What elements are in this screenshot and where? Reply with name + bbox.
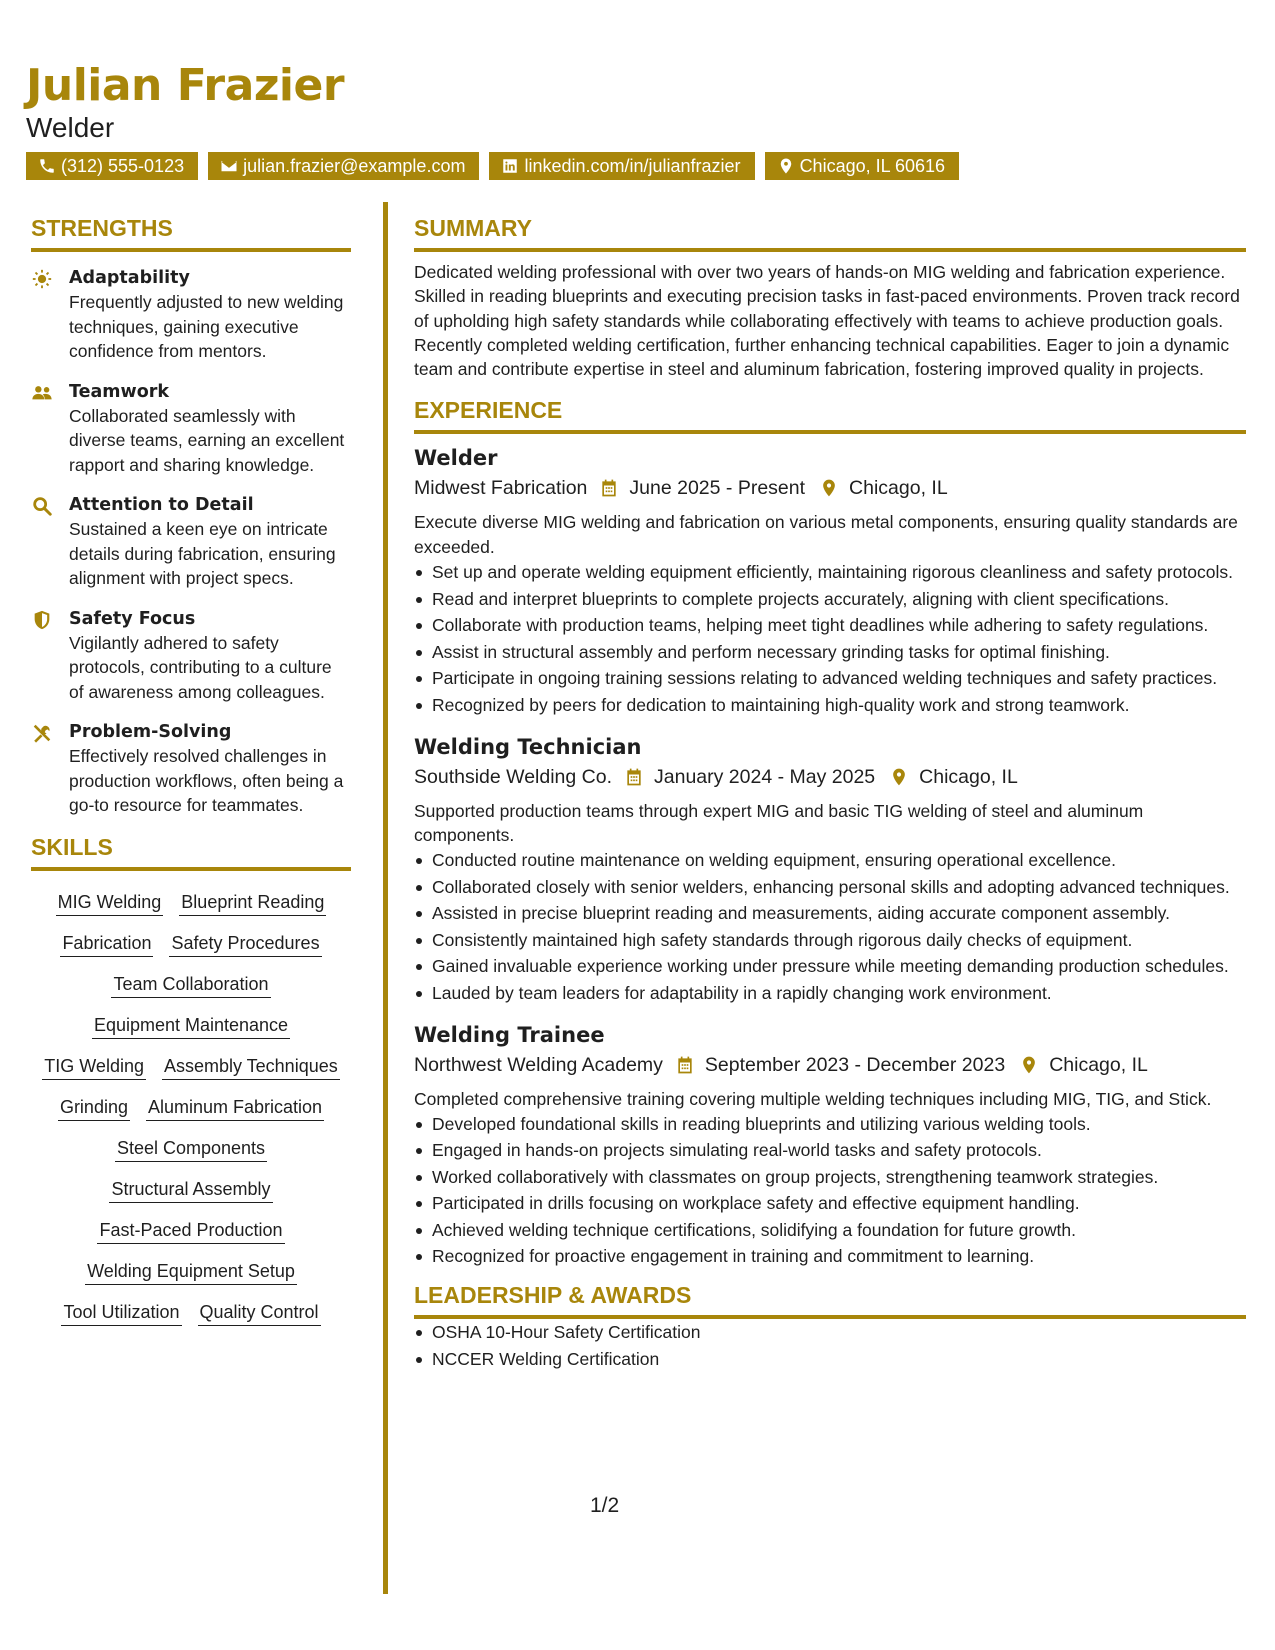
job-meta bbox=[414, 474, 1246, 502]
strengths-list bbox=[31, 266, 351, 818]
strength-desc: Sustained a keen eye on intricate details during fabrication, ensuring alignment with project specs. bbox=[69, 519, 336, 588]
skill-row bbox=[85, 1258, 297, 1285]
map-pin-icon bbox=[777, 157, 795, 175]
skill-row bbox=[42, 1053, 339, 1080]
skills-list bbox=[31, 889, 351, 1326]
strengths-heading: STRENGTHS bbox=[31, 215, 351, 252]
skill-row bbox=[115, 1135, 267, 1162]
map-pin-icon bbox=[819, 478, 839, 498]
skill-tag: Structural Assembly bbox=[109, 1176, 272, 1203]
list-item: Developed foundational skills in reading blueprints and utilizing various welding tools. bbox=[414, 1112, 1246, 1136]
left-column bbox=[31, 215, 351, 1326]
tools-icon bbox=[31, 722, 53, 744]
job-dates: June 2025 - Present bbox=[629, 477, 806, 500]
skill-tag: Safety Procedures bbox=[169, 930, 321, 957]
strength-title: Adaptability bbox=[69, 268, 190, 288]
skill-row bbox=[56, 889, 327, 916]
job-location: Chicago, IL bbox=[919, 765, 1018, 788]
candidate-name: Julian Frazier bbox=[26, 60, 345, 111]
contact-email[interactable] bbox=[208, 152, 479, 180]
skill-row bbox=[92, 1012, 290, 1039]
column-divider bbox=[383, 202, 388, 1594]
job-meta bbox=[414, 763, 1246, 791]
contact-bar bbox=[26, 152, 959, 180]
candidate-role: Welder bbox=[26, 112, 115, 143]
list-item: Participate in ongoing training sessions relating to advanced welding techniques and safety practices. bbox=[414, 666, 1246, 690]
job-company: Southside Welding Co. bbox=[414, 765, 613, 788]
list-item: Conducted routine maintenance on welding equipment, ensuring operational excellence. bbox=[414, 848, 1246, 872]
job-dates: January 2024 - May 2025 bbox=[654, 765, 876, 788]
skill-row bbox=[58, 1094, 324, 1121]
list-item: Gained invaluable experience working under pressure while meeting demanding production schedules. bbox=[414, 954, 1246, 978]
skill-tag: Grinding bbox=[58, 1094, 130, 1121]
skills-heading: SKILLS bbox=[31, 834, 351, 871]
calendar-icon bbox=[624, 767, 644, 787]
skill-tag: Equipment Maintenance bbox=[92, 1012, 290, 1039]
linkedin-icon bbox=[501, 157, 519, 175]
list-item: Participated in drills focusing on workplace safety and effective equipment handling. bbox=[414, 1191, 1246, 1215]
map-pin-icon bbox=[889, 767, 909, 787]
job-title: Welding Trainee bbox=[414, 1022, 605, 1047]
job-entry bbox=[414, 733, 1246, 1005]
skill-tag: TIG Welding bbox=[42, 1053, 146, 1080]
job-description: Execute diverse MIG welding and fabrication on various metal components, ensuring quality standards are exceeded. bbox=[414, 512, 1238, 557]
users-icon bbox=[31, 382, 53, 404]
list-item: Collaborate with production teams, helping meet tight deadlines while adhering to safety regulations. bbox=[414, 613, 1246, 637]
skill-tag: Welding Equipment Setup bbox=[85, 1258, 297, 1285]
contact-linkedin[interactable] bbox=[489, 152, 754, 180]
strength-title: Attention to Detail bbox=[69, 495, 254, 515]
job-dates: September 2023 - December 2023 bbox=[704, 1053, 1006, 1076]
strength-item bbox=[31, 380, 351, 478]
strength-desc: Effectively resolved challenges in production workflows, often being a go-to resource for teammates. bbox=[69, 746, 344, 815]
list-item: Worked collaboratively with classmates on group projects, strengthening teamwork strategies. bbox=[414, 1165, 1246, 1189]
strength-desc: Collaborated seamlessly with diverse teams, earning an excellent rapport and sharing knowledge. bbox=[69, 405, 345, 475]
page-number: 1/2 bbox=[590, 1494, 620, 1517]
summary-heading: SUMMARY bbox=[414, 215, 1246, 252]
job-entry bbox=[414, 444, 1246, 716]
list-item: Achieved welding technique certifications, solidifying a foundation for future growth. bbox=[414, 1218, 1246, 1242]
job-bullets bbox=[414, 560, 1246, 717]
job-location: Chicago, IL bbox=[1049, 1053, 1148, 1076]
strength-item bbox=[31, 493, 351, 591]
contact-location[interactable] bbox=[765, 152, 959, 180]
skill-tag: Quality Control bbox=[198, 1299, 321, 1326]
skill-tag: Blueprint Reading bbox=[179, 889, 326, 916]
search-icon bbox=[31, 495, 53, 517]
skill-row bbox=[60, 930, 321, 957]
job-title: Welding Technician bbox=[414, 734, 642, 759]
list-item: Recognized by peers for dedication to maintaining high-quality work and strong teamwork. bbox=[414, 693, 1246, 717]
list-item: Read and interpret blueprints to complete projects accurately, aligning with client specifications. bbox=[414, 587, 1246, 611]
calendar-icon bbox=[599, 478, 619, 498]
awards-section bbox=[414, 1282, 1246, 1371]
list-item: Set up and operate welding equipment efficiently, maintaining rigorous cleanliness and safety protocols. bbox=[414, 560, 1246, 584]
job-location: Chicago, IL bbox=[849, 477, 948, 500]
strength-item bbox=[31, 266, 351, 364]
skill-tag: Assembly Techniques bbox=[162, 1053, 340, 1080]
strength-desc: Vigilantly adhered to safety protocols, contributing to a culture of awareness among colleagues. bbox=[69, 632, 332, 702]
awards-heading: LEADERSHIP & AWARDS bbox=[414, 1282, 1246, 1319]
strength-title: Teamwork bbox=[69, 381, 169, 402]
experience-heading: EXPERIENCE bbox=[414, 397, 1246, 434]
experience-section bbox=[414, 397, 1246, 1268]
strength-desc: Frequently adjusted to new welding techniques, gaining executive confidence from mentors. bbox=[69, 292, 344, 361]
list-item: OSHA 10-Hour Safety Certification bbox=[414, 1320, 1246, 1344]
strength-title: Problem-Solving bbox=[69, 722, 232, 742]
summary-text: Dedicated welding professional with over two years of hands-on MIG welding and fabrication experience. Skilled in reading blueprints and executing precision tasks in fast-paced environments. Proven track record of upholding high safety standards while collaborating effectively with teams to achieve production goals. Recently completed welding certification, further enhancing technical capabilities. Eager to join a dynamic team and contribute expertise in steel and aluminum fabrication, fostering improved quality in projects. bbox=[414, 262, 1240, 380]
list-item: Assisted in precise blueprint reading and measurements, aiding accurate component assembly. bbox=[414, 901, 1246, 925]
skill-tag: Fast-Paced Production bbox=[97, 1217, 284, 1244]
sun-icon bbox=[31, 268, 53, 290]
skill-tag: Steel Components bbox=[115, 1135, 267, 1162]
strength-item bbox=[31, 720, 351, 818]
skill-tag: Tool Utilization bbox=[61, 1299, 181, 1326]
contact-phone-text: (312) 555-0123 bbox=[61, 156, 185, 176]
skill-tag: Fabrication bbox=[60, 930, 153, 957]
strength-item bbox=[31, 607, 351, 705]
calendar-icon bbox=[675, 1055, 695, 1075]
list-item: Engaged in hands-on projects simulating real-world tasks and safety protocols. bbox=[414, 1138, 1246, 1162]
job-entry bbox=[414, 1021, 1246, 1269]
list-item: Recognized for proactive engagement in training and commitment to learning. bbox=[414, 1244, 1246, 1268]
job-description: Completed comprehensive training covering multiple welding techniques including MIG, TIG, and Stick. bbox=[414, 1088, 1212, 1109]
contact-email-text: julian.frazier@example.com bbox=[243, 156, 466, 176]
list-item: NCCER Welding Certification bbox=[414, 1347, 1246, 1371]
skill-tag: Team Collaboration bbox=[111, 971, 270, 998]
list-item: Consistently maintained high safety standards through rigorous daily checks of equipment. bbox=[414, 928, 1246, 952]
contact-location-text: Chicago, IL 60616 bbox=[799, 156, 946, 176]
phone-icon bbox=[38, 157, 56, 175]
skill-tag: Aluminum Fabrication bbox=[146, 1094, 324, 1121]
job-title: Welder bbox=[414, 446, 498, 471]
skill-row bbox=[97, 1217, 284, 1244]
job-bullets bbox=[414, 1112, 1246, 1269]
strength-title: Safety Focus bbox=[69, 608, 196, 629]
skills-section bbox=[31, 834, 351, 1326]
job-bullets bbox=[414, 848, 1246, 1005]
contact-linkedin-text: linkedin.com/in/julianfrazier bbox=[524, 156, 741, 176]
skill-tag: MIG Welding bbox=[56, 889, 164, 916]
job-description: Supported production teams through expert MIG and basic TIG welding of steel and aluminum components. bbox=[414, 800, 1144, 845]
skill-row bbox=[109, 1176, 272, 1203]
envelope-icon bbox=[220, 157, 238, 175]
job-meta bbox=[414, 1051, 1246, 1079]
list-item: Assist in structural assembly and perform necessary grinding tasks for optimal finishing. bbox=[414, 640, 1246, 664]
shield-icon bbox=[31, 609, 53, 631]
map-pin-icon bbox=[1019, 1055, 1039, 1075]
skill-row bbox=[61, 1299, 320, 1326]
contact-phone[interactable] bbox=[26, 152, 198, 180]
list-item: Collaborated closely with senior welders, enhancing personal skills and adopting advanced techniques. bbox=[414, 875, 1246, 899]
skill-row bbox=[111, 971, 270, 998]
job-company: Midwest Fabrication bbox=[414, 477, 588, 500]
awards-list bbox=[414, 1320, 1246, 1371]
right-column bbox=[414, 215, 1246, 1373]
job-company: Northwest Welding Academy bbox=[414, 1053, 663, 1076]
list-item: Lauded by team leaders for adaptability in a rapidly changing work environment. bbox=[414, 981, 1246, 1005]
